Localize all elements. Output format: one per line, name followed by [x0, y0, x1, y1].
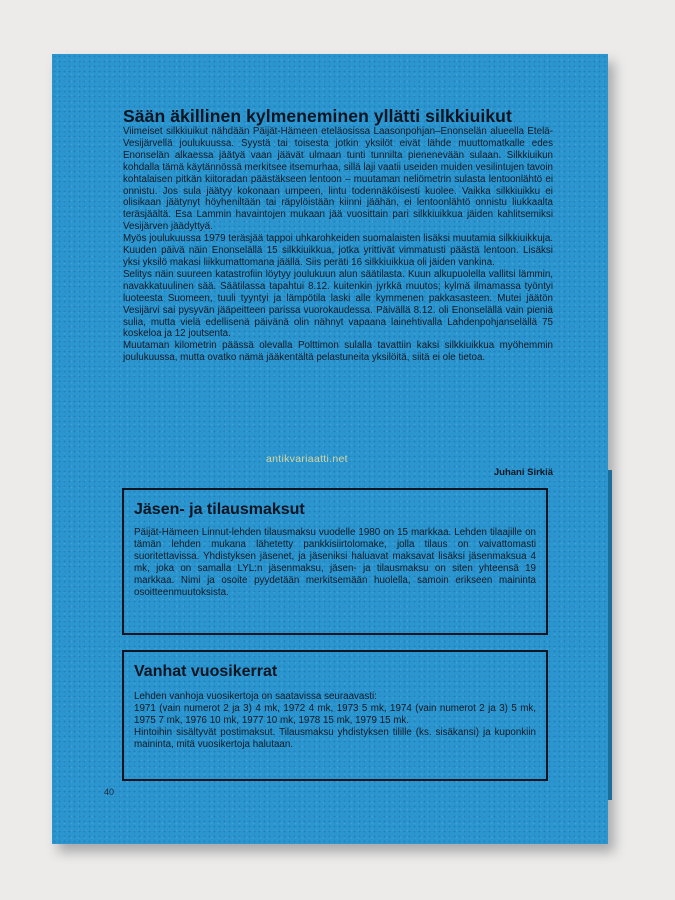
watermark: antikvariaatti.net [266, 453, 348, 465]
article-paragraph: Myös joulukuussa 1979 teräsjää tappoi uhkarohkeiden suomalaisten lisäksi muutamia silkkiuikkuja. Kuuden päivä näin Enonselällä 15 silkkiuikkua, jotka yrittivät vimmatusti päästä lentoon. Lisäksi yksi yksilö makasi liikkumattomana jäällä. Siis peräti 16 silkkiuikkua oli jäiden vankina. [123, 233, 553, 268]
membership-fees-box [122, 488, 548, 635]
article-headline: Sään äkillinen kylmeneminen yllätti silkkiuikut [123, 106, 512, 126]
back-issues-box [122, 650, 548, 781]
back-issues-title: Vanhat vuosikerrat [134, 663, 278, 680]
back-issues-line: Hintoihin sisältyvät postimaksut. Tilausmaksu yhdistyksen tilille (ks. sisäkansi) ja kuponkiin maininta, mitä vuosikertoja halutaan. [134, 726, 536, 750]
page-number: 40 [104, 787, 115, 797]
article-paragraph: Selitys näin suureen katastrofiin löytyy joulukuun alun säätilasta. Kuun alkupuolella vallitsi lämmin, navakkatuulinen sää. Säätilassa tapahtui 8.12. kuitenkin jyrkkä muutos; kylmä ilmamassa työntyi luoteesta Suomeen, tuuli tyyntyi ja lämpötila laski alle kymmenen pakkasasteen. Mutei jäätön Vesijärvi sai pysyvän jääpeitteen parissa vuorokaudessa. Päivällä 8.12. oli Enonselällä vain pieniä sulia, mutta vielä edellisenä päivänä olin nähnyt vapaana lainehtivalla Lahdenpohjanselällä 75 koskeloa ja 12 joutsenta. [123, 268, 553, 340]
membership-fees-title: Jäsen- ja tilausmaksut [134, 501, 305, 518]
article [123, 107, 553, 364]
back-issues-text [134, 691, 536, 751]
article-body [123, 126, 553, 364]
membership-fees-text: Päijät-Hämeen Linnut-lehden tilausmaksu vuodelle 1980 on 15 markkaa. Lehden tilaajille on tämän lehden mukana lähetetty pankkisiirtolomake, jolla tilaus on vaivattomasti suoritettavissa. Yhdistyksen jäsenet, ja jäseniksi haluavat maksavat lisäksi jäsenmaksua 4 mk, joka on samalla LYL:n jäsenmaksu, jäsen- ja tilausmaksu on siten yhteensä 19 markkaa. Nimi ja osoite pyydetään merkitsemään huolella, samoin erikseen maininta osoitteenmuutoksista. [134, 527, 536, 598]
article-paragraph: Viimeiset silkkiuikut nähdään Päijät-Hämeen eteläosissa Laasonpohjan–Enonselän alueella Etelä-Vesijärvellä joulukuussa. Syystä tai toisesta jotkin yksilöt eivät lähde muuttomatkalle edes Enonselän alkaessa jäätyä vaan jäävät ulmaan tunti tunnilta pienenevään sulaan. Silkkiuikun kohdalla tämä käytännössä merkitsee itsemurhaa, sillä laji vaatii useiden muiden vesilintujen tavoin kohtalaisen pitkän kiitoradan päästäkseen lentoon – muutaman neliömetrin sulasta lentoonlähtö ei onnistu. Jos sula jäätyy kokonaan umpeen, lintu todennäköisesti kuolee. Vaikka silkkiuikku ei olisikaan jäätynyt höyheniltään tai räpylöistään kiinni jäähän, ei lentoonlähtö onnistu liukkaalta teräsjäältä. Esa Lammin havaintojen mukaan jää vuosittain pari silkkiuikkua jäiden kahlitsemiksi Vesijärven jäädyttyä. [123, 126, 553, 233]
magazine-page [52, 54, 608, 844]
back-issues-line: Lehden vanhoja vuosikertoja on saatavissa seuraavasti: [134, 691, 377, 702]
back-issues-line: 1971 (vain numerot 2 ja 3) 4 mk, 1972 4 mk, 1973 5 mk, 1974 (vain numerot 2 ja 3) 5 mk, 1975 7 mk, 1976 10 mk, 1977 10 mk, 1978 15 mk, 1979 15 mk. [134, 702, 536, 726]
article-signature: Juhani Sirkiä [493, 467, 553, 478]
article-paragraph: Muutaman kilometrin päässä olevalla Polttimon sulalla tavattiin kaksi silkkiuikkua myöhemmin joulukuussa, mutta ovatko nämä jääkentältä pelastuneita yksilöitä, siitä ei ole tietoa. [123, 340, 553, 364]
